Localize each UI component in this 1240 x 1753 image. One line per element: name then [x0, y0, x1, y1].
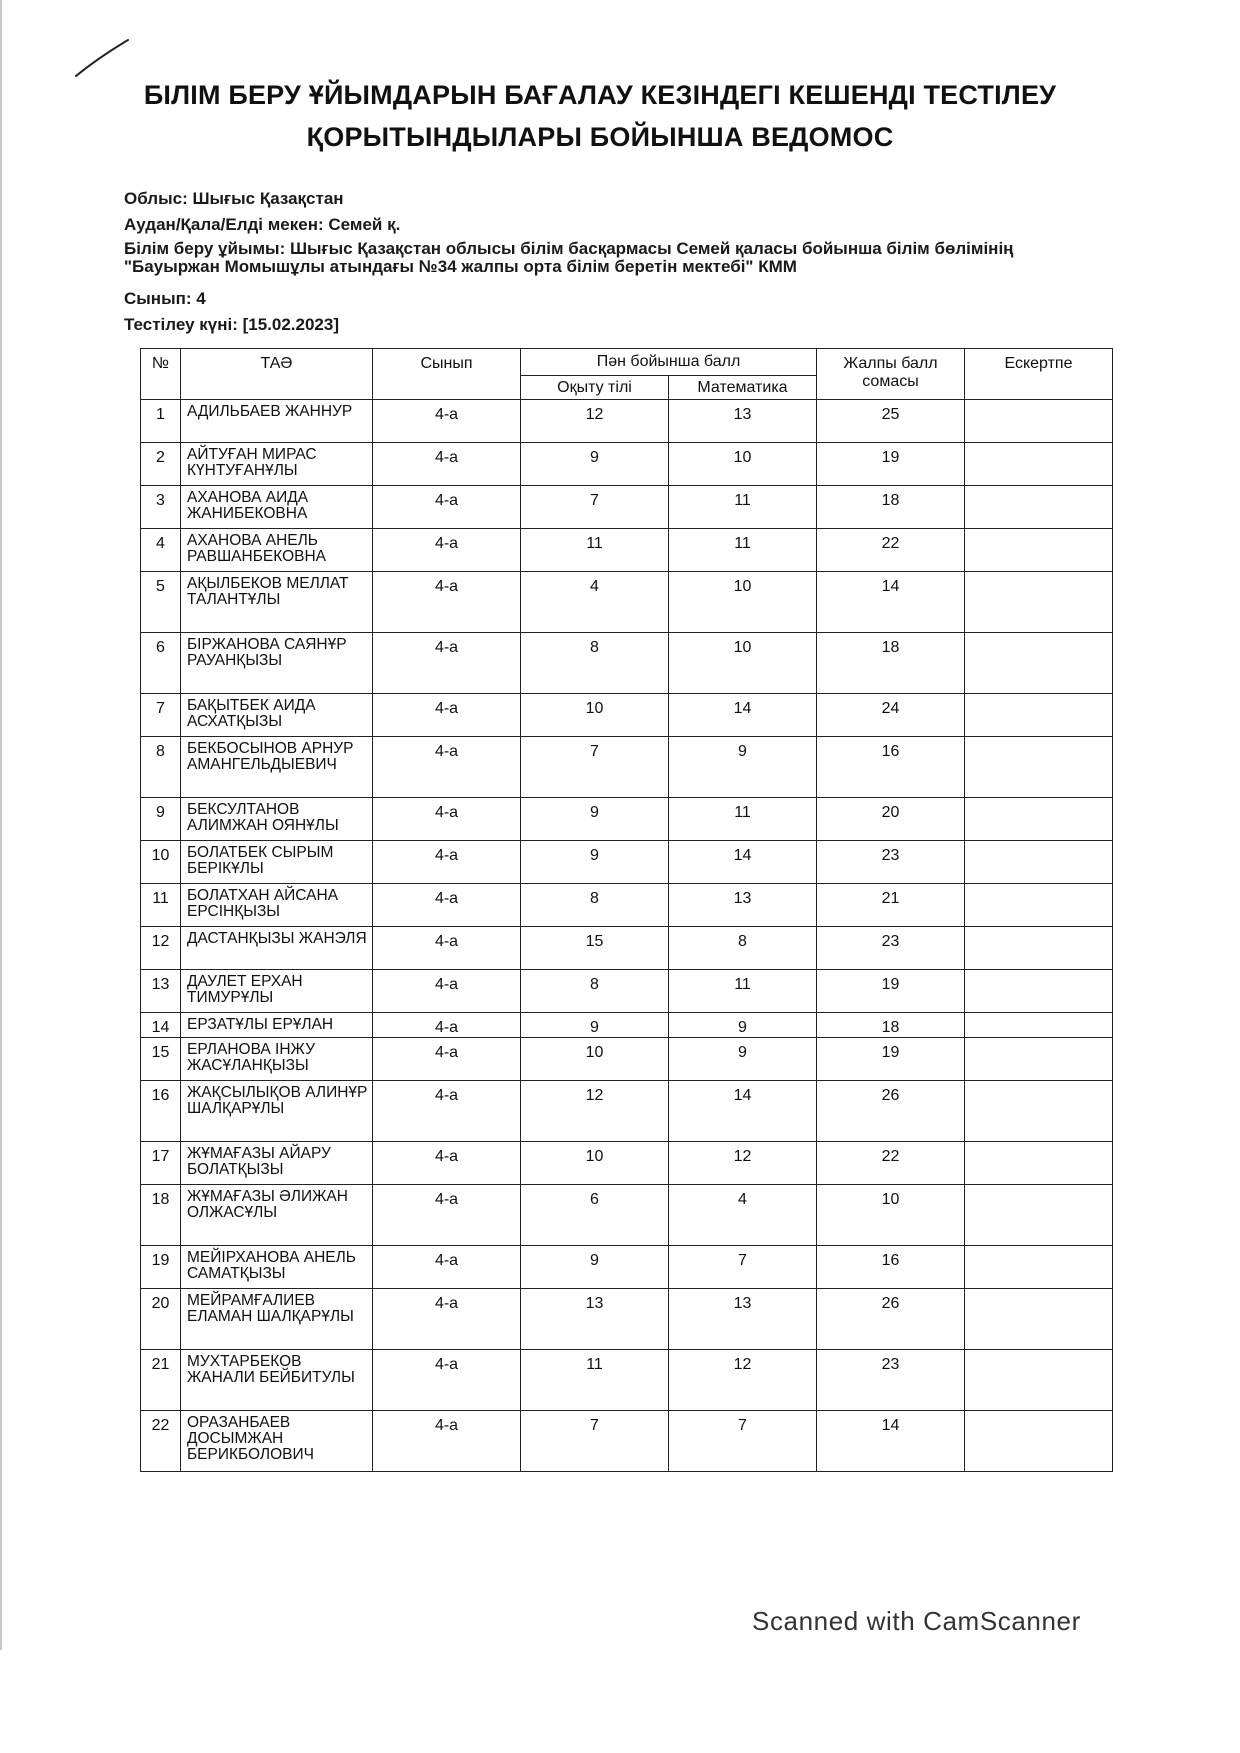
document-title-line1: БІЛІМ БЕРУ ҰЙЫМДАРЫН БАҒАЛАУ КЕЗІНДЕГІ КЕШЕНДІ ТЕСТІЛЕУ — [143, 80, 1057, 110]
score-language: 9 — [521, 1013, 669, 1038]
score-language: 9 — [521, 443, 669, 486]
row-note — [965, 1185, 1113, 1246]
student-name: ЕРЗАТҰЛЫ ЕРҰЛАН — [181, 1013, 373, 1038]
student-name: БОЛАТХАН АЙСАНА ЕРСІНҚЫЗЫ — [181, 884, 373, 927]
score-total: 20 — [817, 798, 965, 841]
meta-test-date: Тестілеу күні: [15.02.2023] — [124, 315, 339, 334]
row-number: 5 — [141, 572, 181, 633]
score-math: 11 — [669, 486, 817, 529]
score-math: 12 — [669, 1142, 817, 1185]
header-subject-group: Пән бойынша балл — [521, 349, 817, 376]
row-class: 4-а — [373, 841, 521, 884]
score-math: 11 — [669, 529, 817, 572]
pen-stroke-mark — [72, 36, 132, 80]
score-language: 8 — [521, 633, 669, 694]
score-math: 11 — [669, 970, 817, 1013]
score-math: 13 — [669, 1289, 817, 1350]
score-total: 23 — [817, 927, 965, 970]
score-total: 23 — [817, 1350, 965, 1411]
score-language: 11 — [521, 529, 669, 572]
row-class: 4-а — [373, 1142, 521, 1185]
score-math: 9 — [669, 737, 817, 798]
row-class: 4-а — [373, 1185, 521, 1246]
student-name: ЕРЛАНОВА ІНЖУ ЖАСҰЛАНҚЫЗЫ — [181, 1038, 373, 1081]
score-total: 22 — [817, 1142, 965, 1185]
row-number: 9 — [141, 798, 181, 841]
results-table-body — [141, 400, 1113, 1472]
student-name: АХАНОВА АИДА ЖАНИБЕКОВНА — [181, 486, 373, 529]
table-row — [141, 970, 1113, 1013]
row-number: 8 — [141, 737, 181, 798]
header-num: № — [141, 349, 181, 400]
score-language: 7 — [521, 1411, 669, 1472]
score-total: 21 — [817, 884, 965, 927]
row-note — [965, 633, 1113, 694]
student-name: ЖҰМАҒАЗЫ ӘЛИЖАН ОЛЖАСҰЛЫ — [181, 1185, 373, 1246]
score-math: 14 — [669, 694, 817, 737]
score-total: 22 — [817, 529, 965, 572]
score-math: 7 — [669, 1246, 817, 1289]
row-number: 16 — [141, 1081, 181, 1142]
score-math: 13 — [669, 884, 817, 927]
row-note — [965, 572, 1113, 633]
score-total: 18 — [817, 633, 965, 694]
header-total: Жалпы балл сомасы — [817, 349, 965, 400]
row-class: 4-а — [373, 1013, 521, 1038]
table-row — [141, 443, 1113, 486]
row-note — [965, 798, 1113, 841]
score-total: 19 — [817, 443, 965, 486]
score-language: 4 — [521, 572, 669, 633]
score-language: 9 — [521, 1246, 669, 1289]
row-number: 13 — [141, 970, 181, 1013]
score-math: 14 — [669, 1081, 817, 1142]
row-class: 4-а — [373, 1350, 521, 1411]
score-language: 10 — [521, 1142, 669, 1185]
document-title-line2: ҚОРЫТЫНДЫЛАРЫ БОЙЫНША ВЕДОМОС — [306, 122, 894, 152]
score-language: 8 — [521, 970, 669, 1013]
row-class: 4-а — [373, 1038, 521, 1081]
student-name: ОРАЗАНБАЕВ ДОСЫМЖАН БЕРИКБОЛОВИЧ — [181, 1411, 373, 1472]
row-number: 18 — [141, 1185, 181, 1246]
results-table — [140, 348, 1113, 1472]
table-row — [141, 694, 1113, 737]
student-name: БОЛАТБЕК СЫРЫМ БЕРІКҰЛЫ — [181, 841, 373, 884]
row-class: 4-а — [373, 486, 521, 529]
student-name: БЕКСУЛТАНОВ АЛИМЖАН ОЯНҰЛЫ — [181, 798, 373, 841]
row-note — [965, 1013, 1113, 1038]
score-language: 6 — [521, 1185, 669, 1246]
row-class: 4-а — [373, 1289, 521, 1350]
score-math: 11 — [669, 798, 817, 841]
row-note — [965, 529, 1113, 572]
table-row — [141, 884, 1113, 927]
score-total: 24 — [817, 694, 965, 737]
row-number: 15 — [141, 1038, 181, 1081]
row-class: 4-а — [373, 529, 521, 572]
row-class: 4-а — [373, 572, 521, 633]
student-name: МУХТАРБЕКОВ ЖАНАЛИ БЕЙБИТУЛЫ — [181, 1350, 373, 1411]
row-number: 17 — [141, 1142, 181, 1185]
camscanner-watermark: Scanned with CamScanner — [752, 1606, 1081, 1636]
table-row — [141, 486, 1113, 529]
score-language: 11 — [521, 1350, 669, 1411]
score-total: 18 — [817, 1013, 965, 1038]
score-math: 4 — [669, 1185, 817, 1246]
score-math: 8 — [669, 927, 817, 970]
scan-edge — [0, 0, 2, 1650]
row-note — [965, 400, 1113, 443]
header-name: ТАӘ — [181, 349, 373, 400]
row-class: 4-а — [373, 970, 521, 1013]
table-row — [141, 737, 1113, 798]
score-language: 9 — [521, 798, 669, 841]
score-language: 7 — [521, 486, 669, 529]
row-note — [965, 1038, 1113, 1081]
table-row — [141, 1142, 1113, 1185]
student-name: АҚЫЛБЕКОВ МЕЛЛАТ ТАЛАНТҰЛЫ — [181, 572, 373, 633]
row-note — [965, 841, 1113, 884]
score-math: 10 — [669, 633, 817, 694]
student-name: АХАНОВА АНЕЛЬ РАВШАНБЕКОВНА — [181, 529, 373, 572]
score-language: 10 — [521, 1038, 669, 1081]
row-class: 4-а — [373, 694, 521, 737]
score-language: 13 — [521, 1289, 669, 1350]
row-number: 11 — [141, 884, 181, 927]
meta-region: Облыс: Шығыс Қазақстан — [124, 189, 344, 208]
row-number: 12 — [141, 927, 181, 970]
student-name: ДАУЛЕТ ЕРХАН ТИМУРҰЛЫ — [181, 970, 373, 1013]
student-name: АЙТУҒАН МИРАС КҮНТУҒАНҰЛЫ — [181, 443, 373, 486]
meta-grade: Сынып: 4 — [124, 289, 206, 308]
row-number: 2 — [141, 443, 181, 486]
score-language: 10 — [521, 694, 669, 737]
meta-district: Аудан/Қала/Елді мекен: Семей қ. — [124, 215, 401, 234]
header-note: Ескертпе — [965, 349, 1113, 400]
header-math: Математика — [669, 376, 817, 400]
row-class: 4-а — [373, 400, 521, 443]
row-class: 4-а — [373, 1411, 521, 1472]
table-row — [141, 1013, 1113, 1038]
score-language: 9 — [521, 841, 669, 884]
score-total: 18 — [817, 486, 965, 529]
row-class: 4-а — [373, 798, 521, 841]
score-total: 19 — [817, 1038, 965, 1081]
row-number: 1 — [141, 400, 181, 443]
row-note — [965, 1350, 1113, 1411]
score-total: 14 — [817, 1411, 965, 1472]
row-note — [965, 927, 1113, 970]
row-note — [965, 1411, 1113, 1472]
table-row — [141, 798, 1113, 841]
header-lang: Оқыту тілі — [521, 376, 669, 400]
row-number: 6 — [141, 633, 181, 694]
table-row — [141, 927, 1113, 970]
table-row — [141, 841, 1113, 884]
score-language: 12 — [521, 1081, 669, 1142]
score-math: 14 — [669, 841, 817, 884]
score-math: 10 — [669, 443, 817, 486]
table-row — [141, 1185, 1113, 1246]
score-math: 9 — [669, 1013, 817, 1038]
student-name: ДАСТАНҚЫЗЫ ЖАНЭЛЯ — [181, 927, 373, 970]
row-number: 20 — [141, 1289, 181, 1350]
student-name: БЕКБОСЫНОВ АРНУР АМАНГЕЛЬДЫЕВИЧ — [181, 737, 373, 798]
row-note — [965, 970, 1113, 1013]
table-row — [141, 572, 1113, 633]
score-language: 15 — [521, 927, 669, 970]
student-name: МЕЙІРХАНОВА АНЕЛЬ САМАТҚЫЗЫ — [181, 1246, 373, 1289]
student-name: МЕЙРАМҒАЛИЕВ ЕЛАМАН ШАЛҚАРҰЛЫ — [181, 1289, 373, 1350]
student-name: БІРЖАНОВА САЯНҰР РАУАНҚЫЗЫ — [181, 633, 373, 694]
score-total: 14 — [817, 572, 965, 633]
row-class: 4-а — [373, 737, 521, 798]
student-name: АДИЛЬБАЕВ ЖАННУР — [181, 400, 373, 443]
score-total: 25 — [817, 400, 965, 443]
row-class: 4-а — [373, 633, 521, 694]
table-row — [141, 1350, 1113, 1411]
row-class: 4-а — [373, 443, 521, 486]
table-row — [141, 1289, 1113, 1350]
row-number: 3 — [141, 486, 181, 529]
row-note — [965, 694, 1113, 737]
score-math: 12 — [669, 1350, 817, 1411]
row-note — [965, 443, 1113, 486]
header-class: Сынып — [373, 349, 521, 400]
meta-organization-line1: Білім беру ұйымы: Шығыс Қазақстан облысы білім басқармасы Семей қаласы бойынша білім бөлімінің — [124, 239, 1014, 258]
row-number: 22 — [141, 1411, 181, 1472]
score-total: 10 — [817, 1185, 965, 1246]
table-row — [141, 400, 1113, 443]
student-name: ЖАҚСЫЛЫҚОВ АЛИНҰР ШАЛҚАРҰЛЫ — [181, 1081, 373, 1142]
score-total: 16 — [817, 1246, 965, 1289]
meta-organization-line2: "Бауыржан Момышұлы атындағы №34 жалпы орта білім беретін мектебі" КММ — [124, 257, 797, 276]
row-note — [965, 1246, 1113, 1289]
student-name: ЖҰМАҒАЗЫ АЙАРУ БОЛАТҚЫЗЫ — [181, 1142, 373, 1185]
score-math: 13 — [669, 400, 817, 443]
score-math: 9 — [669, 1038, 817, 1081]
table-row — [141, 1081, 1113, 1142]
score-math: 7 — [669, 1411, 817, 1472]
row-number: 14 — [141, 1013, 181, 1038]
row-number: 7 — [141, 694, 181, 737]
meta-organization — [124, 240, 1084, 276]
row-number: 10 — [141, 841, 181, 884]
score-language: 7 — [521, 737, 669, 798]
row-number: 4 — [141, 529, 181, 572]
student-name: БАҚЫТБЕК АИДА АСХАТҚЫЗЫ — [181, 694, 373, 737]
score-total: 26 — [817, 1289, 965, 1350]
row-class: 4-а — [373, 884, 521, 927]
score-total: 16 — [817, 737, 965, 798]
score-language: 8 — [521, 884, 669, 927]
row-note — [965, 737, 1113, 798]
table-row — [141, 633, 1113, 694]
row-class: 4-а — [373, 1246, 521, 1289]
table-row — [141, 1411, 1113, 1472]
row-note — [965, 1142, 1113, 1185]
score-math: 10 — [669, 572, 817, 633]
score-language: 12 — [521, 400, 669, 443]
row-class: 4-а — [373, 927, 521, 970]
row-number: 21 — [141, 1350, 181, 1411]
row-note — [965, 1081, 1113, 1142]
header-row — [141, 349, 1113, 376]
score-total: 19 — [817, 970, 965, 1013]
table-row — [141, 1246, 1113, 1289]
row-note — [965, 486, 1113, 529]
row-class: 4-а — [373, 1081, 521, 1142]
row-note — [965, 884, 1113, 927]
score-total: 23 — [817, 841, 965, 884]
row-note — [965, 1289, 1113, 1350]
table-row — [141, 1038, 1113, 1081]
table-row — [141, 529, 1113, 572]
row-number: 19 — [141, 1246, 181, 1289]
score-total: 26 — [817, 1081, 965, 1142]
